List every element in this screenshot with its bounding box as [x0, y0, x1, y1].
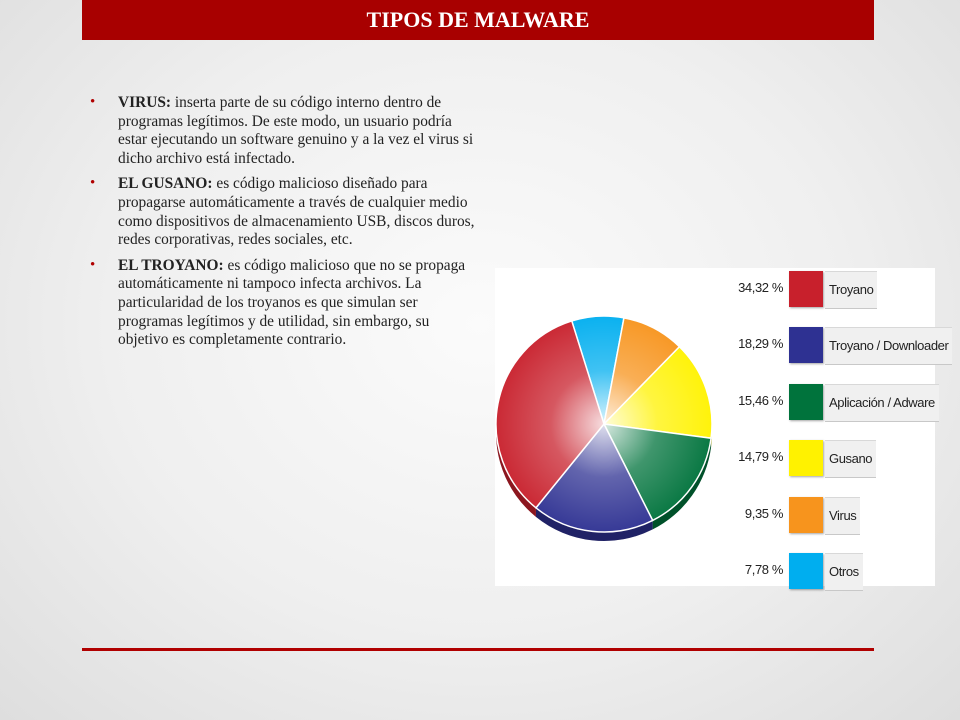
legend-value: 14,79 %	[738, 449, 783, 465]
pie-chart	[495, 268, 725, 586]
pie-highlight	[496, 316, 712, 532]
legend-item-aplicacion-adware	[725, 384, 935, 420]
bottom-divider	[82, 648, 874, 651]
legend-value: 18,29 %	[738, 336, 783, 352]
legend-item-gusano	[725, 440, 935, 476]
legend-label: Troyano	[825, 271, 877, 309]
legend-label: Otros	[825, 553, 863, 591]
legend-value: 15,46 %	[738, 392, 783, 408]
bullet-item-troyano	[90, 257, 482, 350]
legend-item-otros	[725, 553, 935, 589]
legend-value: 7,78 %	[744, 562, 783, 577]
bullet-list	[90, 94, 482, 357]
legend-label: Virus	[825, 497, 860, 535]
legend-label: Troyano / Downloader	[825, 327, 952, 365]
bullet-text: es código malicioso que no se propaga automáticamente ni tampoco infecta archivos. La particularidad de los troyanos es que simulan ser programas legítimos y de utilidad, sin embargo, su objetivo es completamente contrario.	[118, 256, 466, 349]
bullet-dot: •	[90, 256, 96, 273]
bullet-term: EL TROYANO:	[118, 256, 224, 274]
legend-swatch	[789, 440, 823, 476]
bullet-item-gusano	[90, 175, 482, 249]
legend-item-troyano-downloader	[725, 327, 949, 363]
legend-label: Gusano	[825, 440, 876, 478]
legend-swatch	[789, 553, 823, 589]
bullet-term: VIRUS:	[118, 94, 172, 111]
legend-swatch	[789, 497, 823, 533]
bullet-dot: •	[90, 175, 96, 192]
malware-chart	[495, 268, 949, 586]
pie-slices	[496, 316, 712, 541]
slide-title: TIPOS DE MALWARE	[82, 0, 874, 40]
legend-value: 34,32 %	[738, 280, 783, 295]
legend-value: 9,35 %	[744, 505, 783, 521]
legend-swatch	[789, 384, 823, 420]
bullet-term: EL GUSANO:	[118, 175, 213, 193]
bullet-text: inserta parte de su código interno dentro de programas legítimos. De este modo, un usuario podría estar ejecutando un software genuino y a la vez el virus si dicho archivo está infectado.	[118, 94, 474, 167]
legend-item-virus	[725, 497, 935, 533]
legend-item-troyano	[725, 271, 935, 307]
legend-swatch	[789, 271, 823, 307]
legend-swatch	[789, 327, 823, 363]
bullet-text: es código malicioso diseñado para propagarse automáticamente a través de cualquier medio como dispositivos de almacenamiento USB, discos duros, redes corporativas, redes sociales, etc.	[118, 175, 475, 249]
bullet-dot: •	[90, 94, 96, 110]
legend-label: Aplicación / Adware	[825, 384, 939, 422]
bullet-item-virus	[90, 94, 482, 168]
